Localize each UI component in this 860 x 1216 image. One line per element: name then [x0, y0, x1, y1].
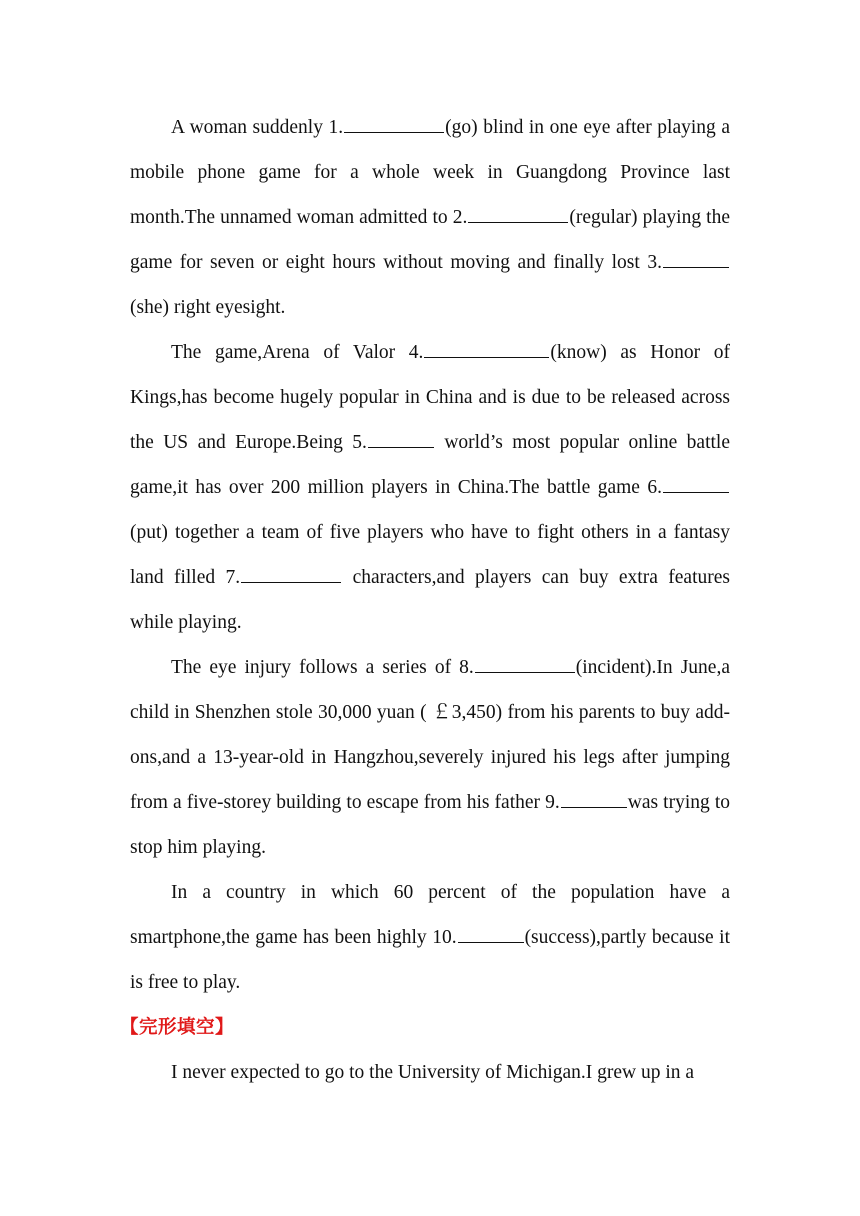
paragraph-2-text-2: (know) as Honor of Kings,has become hugely popular in China and is due to be released across the US and Europe.Being 5. [130, 342, 731, 453]
blank-10 [458, 941, 524, 943]
blank-7 [241, 581, 341, 583]
paragraph-3-text-2: (incident).In June,a child in Shenzhen stole 30,000 yuan ( ￡3,450) from his parents to buy add-ons,and a 13-year-old in Hangzhou,severely injured his legs after jumping from a five-storey building to escape from his father 9. [130, 657, 730, 813]
blank-1 [344, 131, 444, 133]
cloze-paragraph-1 [130, 1050, 730, 1095]
paragraph-1-text-1: A woman suddenly 1. [171, 117, 344, 138]
paragraph-3 [130, 645, 730, 870]
paragraph-2-text-4: (put) together a team of five players who have to fight others in a fantasy land filled 7. [130, 522, 730, 588]
blank-8 [475, 671, 575, 673]
paragraph-4 [130, 870, 730, 1005]
paragraph-2-text-3: world’s most popular online battle game,it has over 200 million players in China.The battle game 6. [130, 432, 730, 498]
paragraph-2 [130, 330, 730, 645]
blank-6 [663, 491, 729, 493]
cloze-paragraph-1-text: I never expected to go to the University of Michigan.I grew up in a [171, 1062, 695, 1083]
blank-9 [561, 806, 627, 808]
paragraph-1-text-2: (go) blind in one eye after playing a mobile phone game for a whole week in Guangdong Province last month.The unnamed woman admitted to 2. [130, 117, 730, 228]
paragraph-1 [130, 105, 730, 330]
blank-4 [424, 356, 549, 358]
paragraph-3-text-1: The eye injury follows a series of 8. [171, 657, 474, 678]
paragraph-2-text-1: The game,Arena of Valor 4. [171, 342, 424, 363]
paragraph-4-text-2: (success),partly because it is free to play. [130, 927, 730, 993]
paragraph-1-text-4: (she) right eyesight. [130, 297, 286, 318]
blank-2 [468, 221, 568, 223]
paragraph-4-text-1: In a country in which 60 percent of the population have a smartphone,the game has been highly 10. [130, 882, 730, 948]
paragraph-1-text-3: (regular) playing the game for seven or eight hours without moving and finally lost 3. [130, 207, 730, 273]
paragraph-2-text-5: characters,and players can buy extra features while playing. [130, 567, 730, 633]
section-heading-cloze: 【完形填空】 [120, 1017, 235, 1038]
document-page [120, 105, 731, 1095]
blank-5 [368, 446, 434, 448]
paragraph-3-text-3: was trying to stop him playing. [130, 792, 731, 858]
blank-3 [663, 266, 729, 268]
